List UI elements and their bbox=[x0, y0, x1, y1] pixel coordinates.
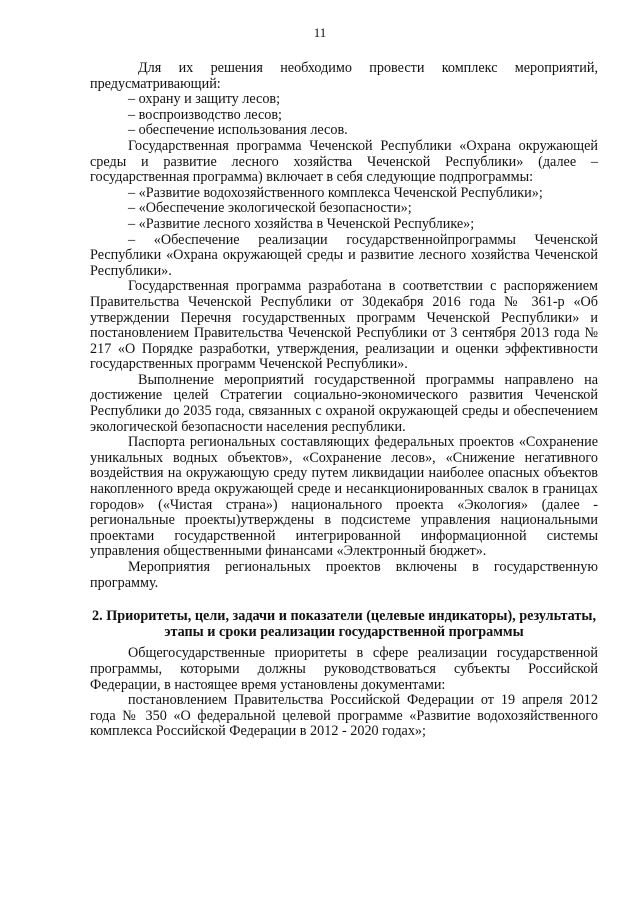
paragraph-resolution: постановлением Правительства Российской Федерации от 19 апреля 2012 года № 350 «О федеральной целевой программе «Развитие водохозяйственного комплекса Российской Федерации в 2012 - 2020 годах»; bbox=[90, 692, 598, 740]
paragraph-measures: Мероприятия региональных проектов включены в государственную программу. bbox=[90, 559, 598, 591]
paragraph-developed: Государственная программа разработана в соответствии с распоряжением Правительства Чеченской Республики от 30декабря 2016 года № 361-р «Об утверждении Перечня государственных программ Чеченской Республики» и постановлением Правительства Чеченской Республики от 3 сентября 2013 года № 217 «О Порядке разработки, утверждения, реализации и оценки эффективности государственных программ Чеченской Республики». bbox=[90, 278, 598, 373]
list-item: – «Развитие лесного хозяйства в Чеченской Республике»; bbox=[128, 215, 475, 232]
paragraph-program: Государственная программа Чеченской Республики «Охрана окружающей среды и развитие лесного хозяйства Чеченской Республики» (далее – государственная программа) включает в себя следующие подпрограммы: bbox=[90, 137, 598, 186]
section-heading: 2. Приоритеты, цели, задачи и показатели (целевые индикаторы), результаты, этапы и сроки реализации государственной программы bbox=[92, 608, 596, 640]
list-item: – охрану и защиту лесов; bbox=[128, 91, 281, 108]
list-item: – обеспечение использования лесов. bbox=[128, 122, 348, 139]
list-item: – «Обеспечение экологической безопасности»; bbox=[128, 200, 412, 217]
paragraph-priorities: Общегосударственные приоритеты в сфере реализации государственной программы, которыми должны руководствоваться субъекты Российской Федерации, в настоящее время установлены документами: bbox=[90, 645, 598, 693]
list-item: – «Развитие водохозяйственного комплекса Чеченской Республики»; bbox=[128, 184, 543, 201]
document-body bbox=[90, 61, 598, 740]
list-item: – «Обеспечение реализации государственнойпрограммы Чеченской Республики «Охрана окружающей среды и развитие лесного хозяйства Чеченской Республики». bbox=[90, 231, 598, 279]
paragraph-goals: Выполнение мероприятий государственной программы направлено на достижение целей Стратегии социально-экономического развития Чеченской Республики до 2035 года, связанных с охраной окружающей среды и обеспечением экологической безопасности населения республики. bbox=[90, 371, 598, 435]
paragraph-passports: Паспорта региональных составляющих федеральных проектов «Сохранение уникальных водных объектов», «Сохранение лесов», «Снижение негативного воздействия на окружающую среду путем ликвидации наиболее опасных объектов накопленного вреда окружающей среде и несанкционированных свалок в границах городов» («Чистая страна») национального проекта «Экология» (далее - региональные проекты)утверждены в подсистеме управления национальными проектами государственной интегрированной информационной системы управления общественными финансами «Электронный бюджет». bbox=[90, 434, 598, 560]
list-item: – воспроизводство лесов; bbox=[128, 106, 282, 123]
paragraph-intro: Для их решения необходимо провести комплекс мероприятий, предусматривающий: bbox=[90, 60, 598, 92]
page-number: 11 bbox=[313, 25, 327, 40]
